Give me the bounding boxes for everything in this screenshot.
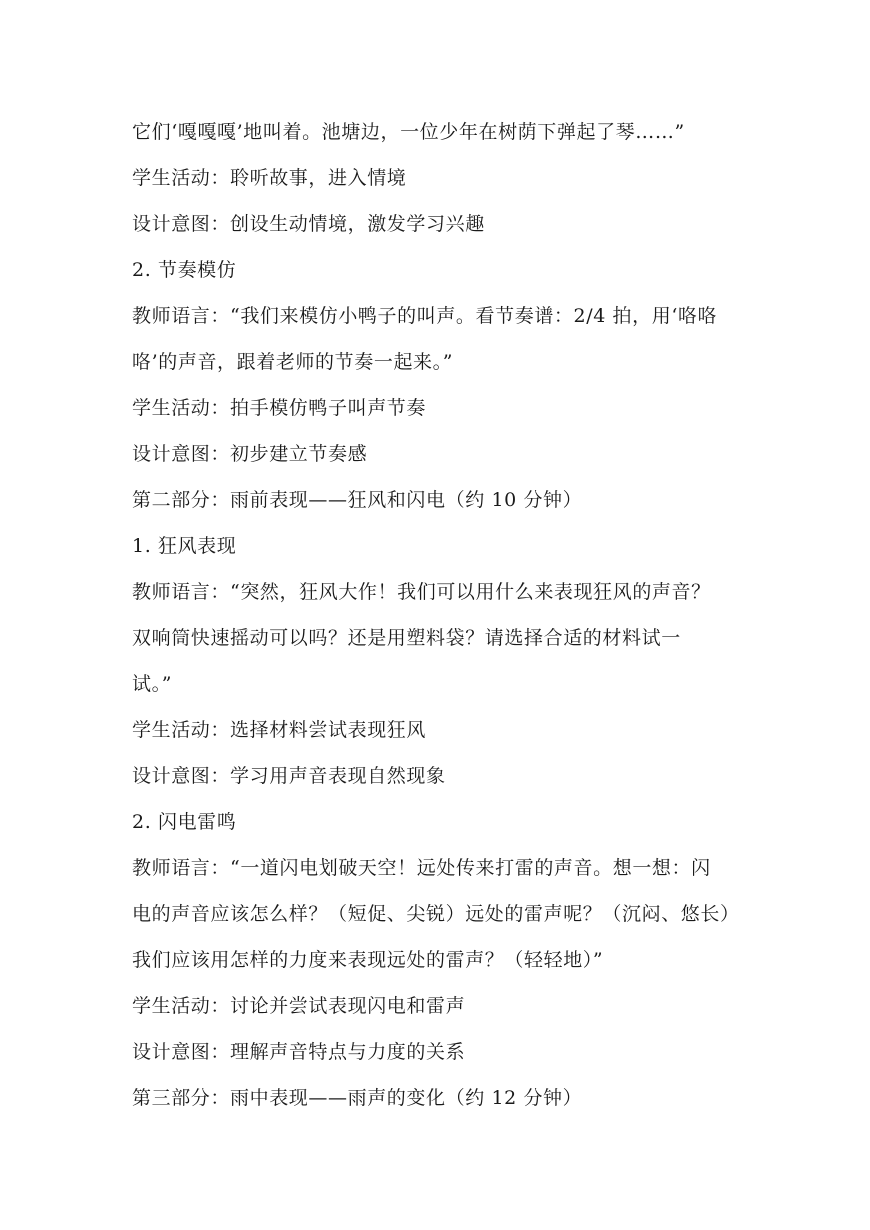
student-activity-4: 学生活动：讨论并尝试表现闪电和雷声 — [132, 995, 466, 1017]
teacher-language-4-line-3: 我们应该用怎样的力度来表现远处的雷声？（轻轻地）” — [132, 949, 604, 971]
section-heading-lightning: 2. 闪电雷鸣 — [132, 811, 237, 833]
section-heading-wind: 1. 狂风表现 — [132, 535, 237, 557]
teacher-language-3-line-3: 试。” — [132, 673, 173, 695]
design-intent-3: 设计意图：学习用声音表现自然现象 — [132, 765, 446, 787]
teacher-language-2-line-2: 咯’的声音，跟着老师的节奏一起来。” — [132, 351, 454, 373]
student-activity-1: 学生活动：聆听故事，进入情境 — [132, 167, 407, 189]
teacher-language-3-line-2: 双响筒快速摇动可以吗？还是用塑料袋？请选择合适的材料试一 — [132, 627, 681, 649]
teacher-language-3-line-1: 教师语言：“突然，狂风大作！我们可以用什么来表现狂风的声音？ — [132, 581, 711, 603]
design-intent-4: 设计意图：理解声音特点与力度的关系 — [132, 1041, 466, 1063]
teacher-language-4-line-1: 教师语言：“一道闪电划破天空！远处传来打雷的声音。想一想：闪 — [132, 857, 711, 879]
student-activity-3: 学生活动：选择材料尝试表现狂风 — [132, 719, 427, 741]
teacher-language-4-line-2: 电的声音应该怎么样？（短促、尖锐）远处的雷声呢？（沉闷、悠长） — [132, 903, 740, 925]
teacher-language-2-line-1: 教师语言：“我们来模仿小鸭子的叫声。看节奏谱：2/4 拍，用‘咯咯 — [132, 305, 718, 327]
part-three-heading: 第三部分：雨中表现——雨声的变化（约 12 分钟） — [132, 1087, 583, 1109]
student-activity-2: 学生活动：拍手模仿鸭子叫声节奏 — [132, 397, 427, 419]
design-intent-1: 设计意图：创设生动情境，激发学习兴趣 — [132, 213, 485, 235]
section-heading-rhythm-imitation: 2. 节奏模仿 — [132, 259, 237, 281]
paragraph-story-continuation: 它们‘嘎嘎嘎’地叫着。池塘边，一位少年在树荫下弹起了琴……” — [132, 121, 685, 143]
part-two-heading: 第二部分：雨前表现——狂风和闪电（约 10 分钟） — [132, 489, 583, 511]
design-intent-2: 设计意图：初步建立节奏感 — [132, 443, 368, 465]
